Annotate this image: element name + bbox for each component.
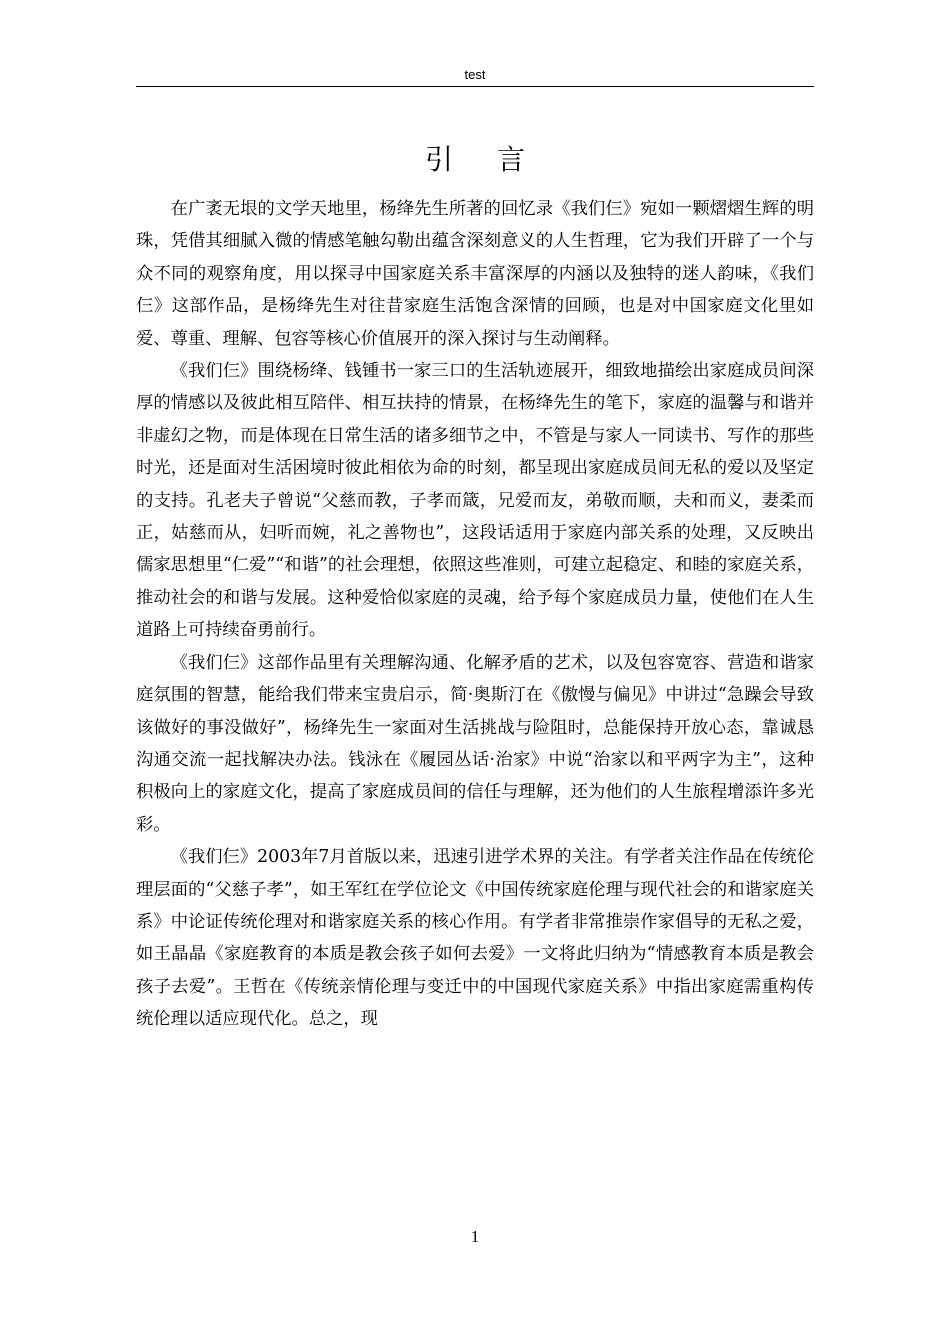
- paragraph-1: 在广袤无垠的文学天地里，杨绛先生所著的回忆录《我们仨》宛如一颗熠熠生辉的明珠，凭借其细腻入微的情感笔触勾勒出蕴含深刻意义的人生哲理，它为我们开辟了一个与众不同的观察角度，用以探寻中国家庭关系丰富深厚的内涵以及独特的迷人韵味，《我们仨》这部作品，是杨绛先生对往昔家庭生活饱含深情的回顾，也是对中国家庭文化里如爱、尊重、理解、包容等核心价值展开的深入探讨与生动阐释。: [136, 199, 814, 349]
- paragraph-2: 《我们仨》围绕杨绛、钱锺书一家三口的生活轨迹展开，细致地描绘出家庭成员间深厚的情感以及彼此相互陪伴、相互扶持的情景，在杨绛先生的笔下，家庭的温馨与和谐并非虚幻之物，而是体现在日常生活的诸多细节之中，不管是与家人一同读书、写作的那些时光，还是面对生活困境时彼此相依为命的时刻，都呈现出家庭成员间无私的爱以及坚定的支持。孔老夫子曾说“父慈而教，子孝而箴，兄爱而友，弟敬而顺，夫和而义，妻柔而正，姑慈而从，妇听而婉，礼之善物也”，这段话适用于家庭内部关系的处理，又反映出儒家思想里“仁爱”“和谐”的社会理想，依照这些准则，可建立起稳定、和睦的家庭关系，推动社会的和谐与发展。这种爱恰似家庭的灵魂，给予每个家庭成员力量，使他们在人生道路上可持续奋勇前行。: [136, 361, 814, 641]
- header-rule: [136, 86, 814, 87]
- page-number: 1: [470, 1227, 480, 1246]
- paragraph-3: 《我们仨》这部作品里有关理解沟通、化解矛盾的艺术，以及包容宽容、营造和谐家庭氛围的智慧，能给我们带来宝贵启示，简·奥斯汀在《傲慢与偏见》中讲过“急躁会导致该做好的事没做好”，杨绛先生一家面对生活挑战与险阻时，总能保持开放心态，靠诚恳沟通交流一起找解决办法。钱泳在《履园丛话·治家》中说“治家以和平两字为主”，这种积极向上的家庭文化，提高了家庭成员间的信任与理解，还为他们的人生旅程增添许多光彩。: [136, 652, 814, 835]
- page-header: test: [464, 67, 486, 82]
- body-text: [136, 193, 814, 1036]
- page-title: 引言: [424, 143, 569, 176]
- paragraph-4: 《我们仨》2003年7月首版以来，迅速引进学术界的关注。有学者关注作品在传统伦理层面的“父慈子孝”，如王军红在学位论文《中国传统家庭伦理与现代社会的和谐家庭关系》中论证传统伦理对和谐家庭关系的核心作用。有学者非常推崇作家倡导的无私之爱，如王晶晶《家庭教育的本质是教会孩子如何去爱》一文将此归纳为“情感教育本质是教会孩子去爱”。王哲在《传统亲情伦理与变迁中的中国现代家庭关系》中指出家庭需重构传统伦理以适应现代化。总之，现: [136, 847, 814, 1030]
